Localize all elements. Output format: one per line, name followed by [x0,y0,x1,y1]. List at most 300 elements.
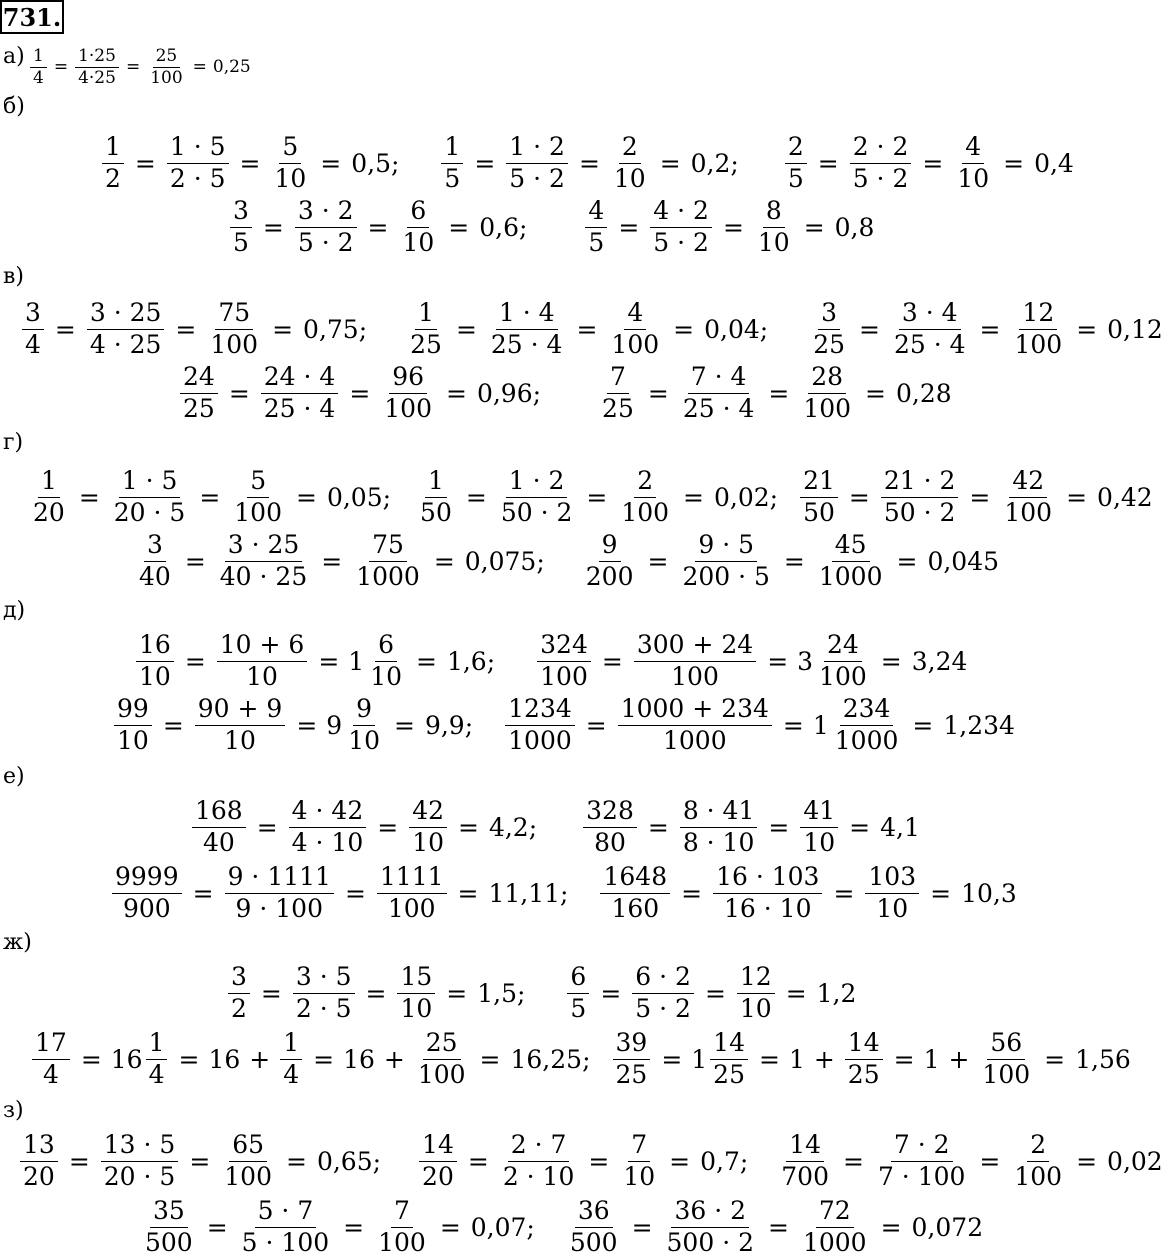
equals-sign: = [979,1147,1000,1176]
equals-sign: = [466,483,487,512]
equals-sign: = [980,315,1001,344]
equation [226,962,525,1024]
equals-sign: = [1076,315,1097,344]
fraction [228,962,250,1024]
denominator: 5 [441,164,463,195]
equals-sign: = [881,647,902,676]
fraction [261,362,339,424]
fraction [207,298,261,360]
numerator: 14 [786,1130,824,1162]
equation [776,1130,1162,1192]
equals-sign: = [296,711,317,740]
equation [228,196,527,258]
decimal-value: 10,3 [961,879,1017,908]
equation [30,1028,591,1090]
whole-part: 16 [208,1045,240,1074]
fraction [397,962,435,1024]
equals-sign: = [416,647,437,676]
denominator: 4 · 10 [289,828,367,859]
numerator: 8 · 41 [680,796,758,828]
decimal-value: 0,02 [1107,1147,1163,1176]
equation [415,466,778,528]
fraction [850,132,912,194]
equation [565,962,856,1024]
equals-sign: = [286,1147,307,1176]
equation-line [178,362,952,424]
equals-sign: = [969,483,990,512]
fraction [271,132,309,194]
equation-line [190,796,920,858]
numerator: 1 [30,46,47,68]
denominator: 2 [228,994,250,1025]
decimal-value: 0,6; [479,213,527,242]
numerator: 17 [32,1028,70,1060]
equals-sign: = [229,379,250,408]
decimal-value: 1,6; [447,647,495,676]
denominator: 25 [845,1060,883,1091]
numerator: 7 [391,1196,413,1228]
fraction [500,1130,578,1192]
numerator: 7 · 2 [891,1130,953,1162]
fraction [146,1028,168,1090]
numerator: 1648 [600,862,670,894]
equals-sign: = [296,483,317,512]
equation [581,796,920,858]
fraction [800,1196,870,1258]
problem-number: 731. [0,0,64,34]
numerator: 300 + 24 [634,630,756,662]
fraction [611,132,649,194]
denominator: 10 [755,228,793,259]
equation [134,530,545,592]
equals-sign: = [600,979,621,1008]
denominator: 5 · 2 [850,164,912,195]
decimal-value: 0,07; [471,1213,535,1242]
decimal-value: 16,25; [511,1045,591,1074]
decimal-value: 0,65; [317,1147,381,1176]
denominator: 2 · 10 [500,1162,578,1193]
denominator: 100 [979,1060,1033,1091]
denominator: 5 · 2 [650,228,712,259]
numerator: 1 · 2 [506,132,568,164]
fraction [225,862,334,924]
denominator: 100 [1011,330,1065,361]
whole-part: 9 [326,711,342,740]
decimal-value: 0,2; [691,149,739,178]
equals-sign: = [79,483,100,512]
equals-sign: = [632,1213,653,1242]
numerator: 12 [737,962,775,994]
denominator: 20 · 5 [111,498,189,529]
equation-line [228,196,874,258]
equals-sign: = [257,813,278,842]
fraction [618,694,772,756]
numerator: 4 · 2 [650,196,712,228]
numerator: 16 · 103 [713,862,822,894]
equation [535,630,967,692]
decimal-value: 0,42 [1097,483,1153,512]
equation-line [226,962,856,1024]
equals-sign: = [321,547,342,576]
fraction [713,862,822,924]
whole-part: 1 [789,1045,805,1074]
equals-sign: = [1066,483,1087,512]
numerator: 13 · 5 [101,1130,179,1162]
decimal-value: 0,045 [927,547,999,576]
equation-line [30,1028,1131,1090]
equals-sign: = [930,879,951,908]
fraction [865,862,919,924]
equals-sign: = [185,547,206,576]
denominator: 40 · 25 [217,562,310,593]
fraction [30,46,47,88]
equals-sign: = [833,879,854,908]
equals-sign: = [272,315,293,344]
fraction [231,466,285,528]
denominator: 5 · 100 [239,1228,332,1258]
equals-sign: = [859,315,880,344]
fraction [800,796,838,858]
numerator: 14 [419,1130,457,1162]
decimal-value: 0,05; [327,483,391,512]
equation-line [28,46,251,88]
equation [783,132,1074,194]
equals-sign: = [468,1147,489,1176]
section-label: в) [3,264,24,289]
fraction [505,694,575,756]
denominator: 10 [221,726,259,757]
denominator: 20 [419,1162,457,1193]
equals-sign: = [456,315,477,344]
numerator: 13 [20,1130,58,1162]
equals-sign: = [135,149,156,178]
fraction [142,1196,196,1258]
equals-sign: = [849,483,870,512]
equals-sign: = [705,979,726,1008]
equation [611,1028,1131,1090]
denominator: 160 [608,894,662,925]
equals-sign: = [313,1045,334,1074]
denominator: 25 · 4 [680,394,758,425]
fraction [20,1130,58,1192]
numerator: 56 [987,1028,1025,1060]
whole-part: 1 [691,1045,707,1074]
denominator: 100 [375,1228,429,1258]
denominator: 5 · 2 [295,228,357,259]
denominator: 1000 [505,726,575,757]
fraction [585,196,607,258]
equals-sign: = [768,379,789,408]
equation [417,1130,748,1192]
denominator: 100 [207,330,261,361]
numerator: 324 [537,630,591,662]
equation [439,132,738,194]
denominator: 25 · 4 [488,330,566,361]
fraction [419,1130,457,1192]
equals-sign: = [1044,1045,1065,1074]
fraction [147,46,185,88]
equals-sign: = [446,379,467,408]
equals-sign: = [199,483,220,512]
numerator: 45 [832,530,870,562]
whole-part: 1 [924,1045,940,1074]
denominator: 50 · 2 [498,498,576,529]
fraction [180,362,218,424]
equals-sign: = [768,1213,789,1242]
equals-sign: = [669,1147,690,1176]
fraction [664,1196,757,1258]
plus-sign: + [948,1045,969,1074]
section-label: а) [3,44,25,69]
equals-sign: = [54,57,68,77]
equals-sign: = [440,1213,461,1242]
fraction [800,362,854,424]
equation [28,466,391,528]
numerator: 3 · 25 [87,298,165,330]
fraction [101,1130,179,1192]
denominator: 100 [385,894,439,925]
denominator: 5 · 2 [506,164,568,195]
denominator: 2 · 5 [293,994,355,1025]
fraction [375,1196,429,1258]
fraction [608,298,662,360]
equals-sign: = [767,647,788,676]
denominator: 5 [230,228,252,259]
equals-sign: = [263,213,284,242]
equals-sign: = [458,813,479,842]
equals-sign: = [683,483,704,512]
decimal-value: 0,28 [896,379,952,408]
fraction [679,530,772,592]
equation-line [134,630,967,692]
equals-sign: = [648,813,669,842]
equation-line [18,1130,1163,1192]
fraction [954,132,992,194]
equals-sign: = [768,813,789,842]
denominator: 700 [778,1162,832,1193]
decimal-value: 1,56 [1075,1045,1131,1074]
fraction [599,362,637,424]
fraction [407,298,445,360]
denominator: 5 [567,994,589,1025]
numerator: 5 [247,466,269,498]
equation [140,1196,535,1258]
numerator: 65 [229,1130,267,1162]
equals-sign: = [377,813,398,842]
numerator: 9 [353,694,375,726]
denominator: 40 [200,828,238,859]
equation-line [28,466,1153,528]
denominator: 100 [381,394,435,425]
denominator: 100 [800,394,854,425]
equation [808,298,1163,360]
equals-sign: = [783,711,804,740]
plus-sign: + [249,1045,270,1074]
numerator: 6 [375,630,397,662]
equals-sign: = [586,711,607,740]
equation-line [20,298,1163,360]
fraction [353,530,423,592]
equals-sign: = [673,315,694,344]
decimal-value: 0,12 [1107,315,1163,344]
numerator: 99 [114,694,152,726]
fraction [979,1028,1033,1090]
numerator: 9 [599,530,621,562]
fraction [498,466,576,528]
denominator: 4 [40,1060,62,1091]
denominator: 10 [873,894,911,925]
equals-sign: = [618,213,639,242]
equals-sign: = [602,647,623,676]
equals-sign: = [647,547,668,576]
equals-sign: = [818,149,839,178]
numerator: 2 [1027,1130,1049,1162]
numerator: 1 · 4 [496,298,558,330]
fraction [600,862,670,924]
numerator: 42 [1009,466,1047,498]
denominator: 16 · 10 [721,894,814,925]
denominator: 500 [567,1228,621,1258]
equals-sign: = [349,379,370,408]
fraction [75,46,119,88]
decimal-value: 0,072 [912,1213,984,1242]
denominator: 25 · 4 [891,330,969,361]
numerator: 1111 [377,862,447,894]
numerator: 234 [840,694,894,726]
decimal-value: 0,75; [303,315,367,344]
fraction [87,298,165,360]
denominator: 10 [399,228,437,259]
denominator: 100 [415,1060,469,1091]
denominator: 100 [618,498,672,529]
fraction [195,694,286,756]
numerator: 1 · 5 [167,132,229,164]
denominator: 10 [114,726,152,757]
equation [597,362,952,424]
numerator: 2 · 7 [508,1130,570,1162]
decimal-value: 0,25 [213,57,251,77]
equation [405,298,768,360]
decimal-value: 0,02; [714,483,778,512]
numerator: 72 [816,1196,854,1228]
denominator: 25 [710,1060,748,1091]
equals-sign: = [366,979,387,1008]
fraction [506,132,568,194]
fraction [22,298,44,360]
denominator: 1000 [800,1228,870,1258]
fraction [816,630,870,692]
numerator: 35 [150,1196,188,1228]
equation-line [112,694,1015,756]
numerator: 2 · 2 [850,132,912,164]
equation [503,694,1015,756]
decimal-value: 0,075; [465,547,545,576]
equals-sign: = [759,1045,780,1074]
decimal-value: 0,96; [477,379,541,408]
whole-part: 1 [348,647,364,676]
equals-sign: = [660,149,681,178]
numerator: 3 · 25 [225,530,303,562]
numerator: 75 [215,298,253,330]
fraction [810,298,848,360]
denominator: 9 · 100 [233,894,326,925]
denominator: 5 · 2 [632,994,694,1025]
denominator: 100 [816,662,870,693]
numerator: 1 [441,132,463,164]
equals-sign: = [480,1045,501,1074]
numerator: 36 [575,1196,613,1228]
denominator: 100 [537,662,591,693]
section-label: е) [3,764,25,789]
denominator: 10 [271,164,309,195]
fraction [112,862,182,924]
numerator: 9 · 1111 [225,862,334,894]
equation [798,466,1153,528]
fraction [239,1196,332,1258]
numerator: 3 · 5 [293,962,355,994]
fraction [845,1028,883,1090]
fraction [293,962,355,1024]
numerator: 75 [369,530,407,562]
equals-sign: = [896,547,917,576]
numerator: 1 [146,1028,168,1060]
fraction [650,196,712,258]
fraction [680,796,758,858]
numerator: 6 [567,962,589,994]
fraction [875,1130,968,1192]
equals-sign: = [922,149,943,178]
fraction [800,466,838,528]
denominator: 7 · 100 [875,1162,968,1193]
numerator: 1 [425,466,447,498]
equals-sign: = [163,711,184,740]
decimal-value: 0,8 [835,213,875,242]
decimal-value: 0,5; [351,149,399,178]
denominator: 8 · 10 [680,828,758,859]
numerator: 14 [710,1028,748,1060]
fraction [399,196,437,258]
equals-sign: = [1076,1147,1097,1176]
equals-sign: = [189,1147,210,1176]
numerator: 2 [634,466,656,498]
denominator: 25 [810,330,848,361]
equals-sign: = [648,379,669,408]
fraction [415,1028,469,1090]
denominator: 100 [608,330,662,361]
numerator: 10 + 6 [217,630,308,662]
denominator: 10 [367,662,405,693]
equation [100,132,399,194]
denominator: 25 [407,330,445,361]
fraction [417,466,455,528]
fraction [136,630,174,692]
equals-sign: = [912,711,933,740]
fraction [230,196,252,258]
equation [190,796,537,858]
equals-sign: = [458,879,479,908]
equals-sign: = [178,1045,199,1074]
fraction [737,962,775,1024]
decimal-value: 9,9; [425,711,473,740]
numerator: 1 · 2 [506,466,568,498]
numerator: 6 · 2 [632,962,694,994]
numerator: 24 [180,362,218,394]
fraction [409,796,447,858]
fraction [891,298,969,360]
equation [178,362,541,424]
fraction [1001,466,1055,528]
denominator: 10 [800,828,838,859]
